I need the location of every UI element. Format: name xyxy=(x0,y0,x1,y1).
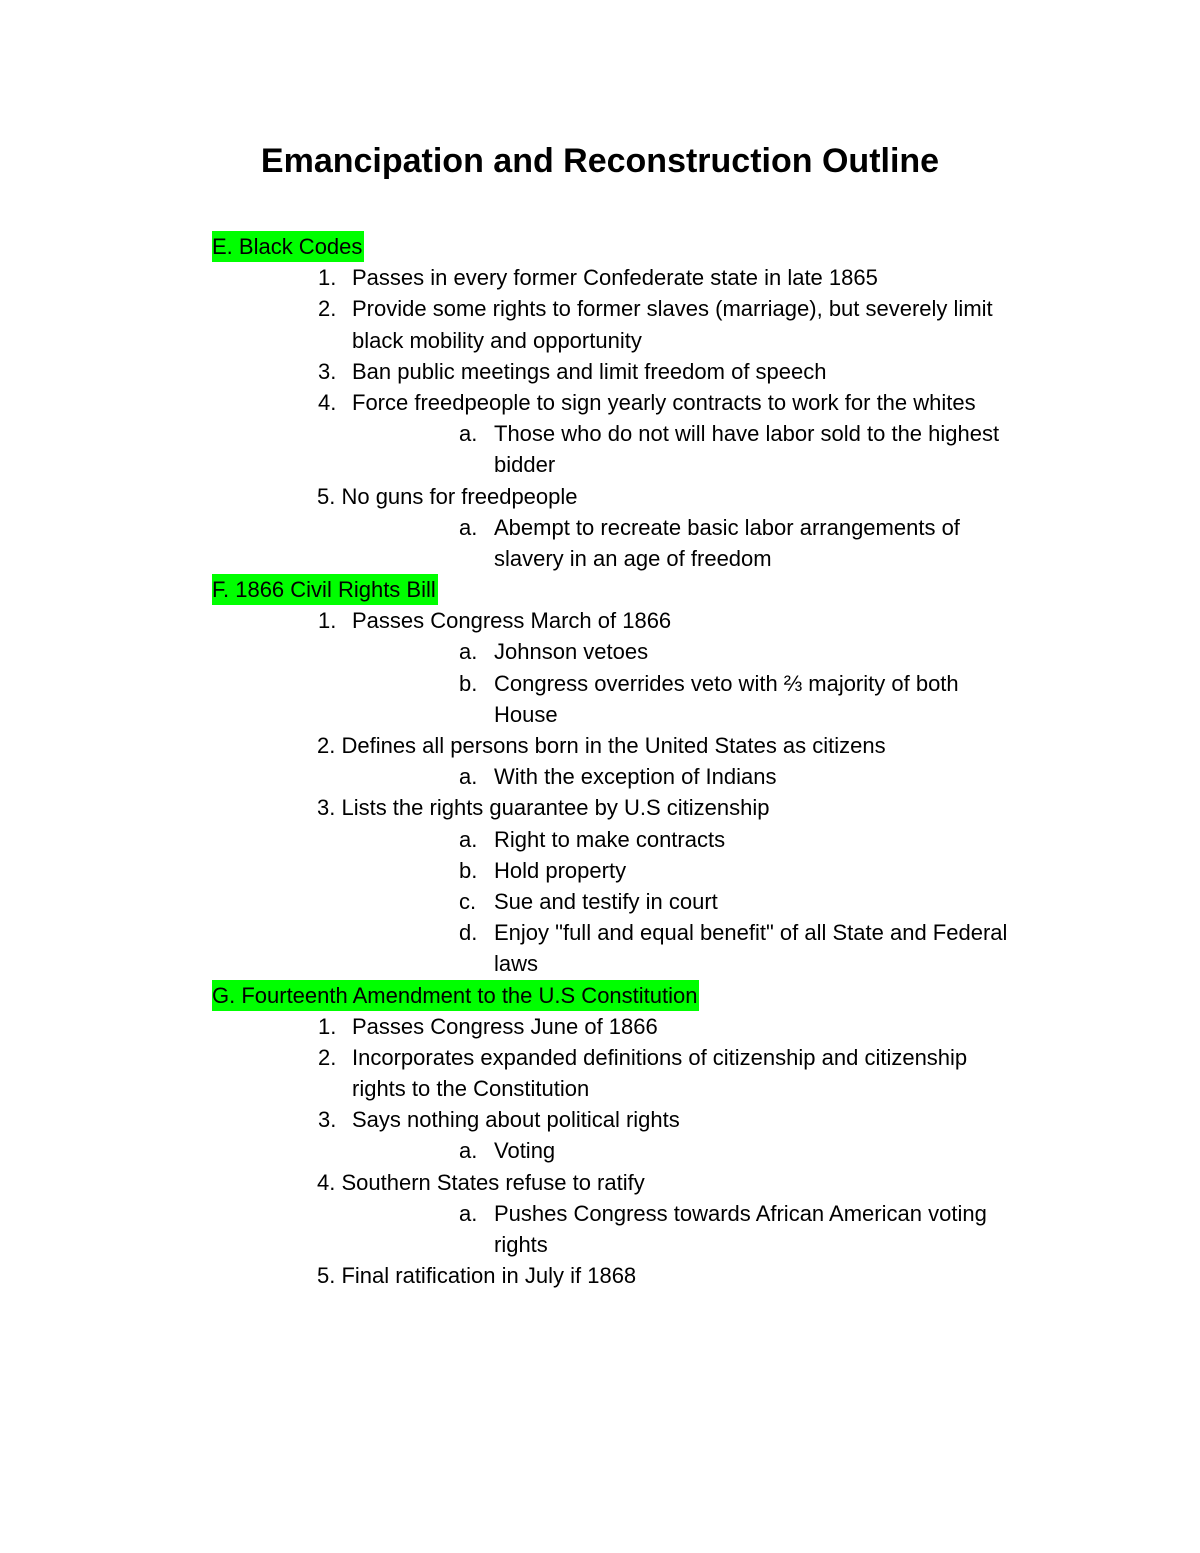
page-title: Emancipation and Reconstruction Outline xyxy=(260,142,940,180)
subitem-text: Enjoy "full and equal benefit" of all State and Federal xyxy=(494,920,1008,946)
item-number: 2. xyxy=(318,296,337,322)
subitem-text: slavery in an age of freedom xyxy=(494,545,772,571)
subitem-letter: d. xyxy=(459,920,478,946)
item-text: Says nothing about political rights xyxy=(352,1107,680,1133)
subitem-text: House xyxy=(494,701,558,727)
item-number: 1. xyxy=(318,265,337,291)
section-heading-text: F. 1866 Civil Rights Bill xyxy=(212,574,438,605)
numbered-item xyxy=(0,356,1200,387)
numbered-item xyxy=(0,293,1200,324)
item-text: 2. Defines all persons born in the United States as citizens xyxy=(317,733,886,758)
numbered-item xyxy=(0,605,1200,636)
numbered-item xyxy=(0,792,1200,823)
item-text: Passes in every former Confederate state in late 1865 xyxy=(352,265,878,291)
item-text: Ban public meetings and limit freedom of speech xyxy=(352,358,827,384)
item-text: Force freedpeople to sign yearly contracts to work for the whites xyxy=(352,389,976,415)
lettered-subitem xyxy=(0,512,1200,543)
subitem-text: Right to make contracts xyxy=(494,826,726,852)
subitem-text: Voting xyxy=(494,1138,556,1164)
subitem-letter: b. xyxy=(459,857,478,883)
section-heading-text: E. Black Codes xyxy=(212,231,364,262)
lettered-subitem xyxy=(0,761,1200,792)
subitem-letter: a. xyxy=(459,1200,478,1226)
numbered-item xyxy=(0,387,1200,418)
item-text: Passes Congress June of 1866 xyxy=(352,1013,658,1039)
item-text: 4. Southern States refuse to ratify xyxy=(317,1169,645,1195)
item-number: 4. xyxy=(318,389,337,415)
subitem-letter: a. xyxy=(459,421,478,447)
subitem-letter: b. xyxy=(459,670,478,696)
item-text: rights to the Constitution xyxy=(352,1076,590,1102)
numbered-item xyxy=(0,1260,1200,1291)
subitem-text: rights xyxy=(494,1232,548,1257)
subitem-text: Sue and testify in court xyxy=(494,888,718,914)
lettered-subitem xyxy=(0,1135,1200,1166)
item-number: 1. xyxy=(318,1013,337,1039)
subitem-text: bidder xyxy=(494,452,556,478)
subitem-letter: a. xyxy=(459,826,478,852)
item-text: 3. Lists the rights guarantee by U.S citizenship xyxy=(317,795,770,821)
numbered-item xyxy=(0,1042,1200,1073)
lettered-subitem xyxy=(0,668,1200,699)
section-heading xyxy=(0,574,1200,605)
subitem-letter: a. xyxy=(459,764,478,790)
item-number: 1. xyxy=(318,608,337,634)
numbered-item xyxy=(0,481,1200,512)
numbered-item xyxy=(0,1167,1200,1198)
subitem-text: With the exception of Indians xyxy=(494,764,777,790)
subitem-text: Congress overrides veto with ⅔ majority of both xyxy=(494,670,959,696)
outline-list xyxy=(0,231,1200,1291)
item-text: Passes Congress March of 1866 xyxy=(352,608,672,634)
section-heading-text: G. Fourteenth Amendment to the U.S Constitution xyxy=(212,980,699,1011)
numbered-item xyxy=(0,1104,1200,1135)
subitem-letter: a. xyxy=(459,639,478,665)
lettered-subitem-continuation xyxy=(0,543,1200,574)
subitem-letter: a. xyxy=(459,514,478,540)
subitem-text: laws xyxy=(494,951,539,977)
item-text: Incorporates expanded definitions of citizenship and citizenship xyxy=(352,1044,968,1070)
subitem-text: Johnson vetoes xyxy=(494,639,649,665)
item-text: Provide some rights to former slaves (marriage), but severely limit xyxy=(352,296,993,322)
lettered-subitem xyxy=(0,917,1200,948)
subitem-text: Those who do not will have labor sold to the highest xyxy=(494,421,1000,447)
section-heading xyxy=(0,231,1200,262)
item-number: 3. xyxy=(318,358,337,384)
lettered-subitem-continuation xyxy=(0,948,1200,979)
lettered-subitem xyxy=(0,1198,1200,1229)
item-number: 2. xyxy=(318,1044,337,1070)
subitem-letter: a. xyxy=(459,1138,478,1164)
numbered-item-continuation xyxy=(0,1073,1200,1104)
section-heading xyxy=(0,980,1200,1011)
lettered-subitem xyxy=(0,886,1200,917)
item-text: black mobility and opportunity xyxy=(352,327,642,353)
lettered-subitem-continuation xyxy=(0,1229,1200,1260)
subitem-text: Hold property xyxy=(494,857,627,883)
subitem-text: Pushes Congress towards African American voting xyxy=(494,1200,987,1226)
item-text: 5. Final ratification in July if 1868 xyxy=(317,1263,637,1289)
subitem-letter: c. xyxy=(459,888,477,914)
lettered-subitem-continuation xyxy=(0,449,1200,480)
item-number: 3. xyxy=(318,1107,337,1133)
lettered-subitem xyxy=(0,824,1200,855)
numbered-item-continuation xyxy=(0,325,1200,356)
lettered-subitem xyxy=(0,418,1200,449)
numbered-item xyxy=(0,730,1200,761)
item-text: 5. No guns for freedpeople xyxy=(317,483,578,509)
lettered-subitem-continuation xyxy=(0,699,1200,730)
lettered-subitem xyxy=(0,636,1200,667)
lettered-subitem xyxy=(0,855,1200,886)
numbered-item xyxy=(0,262,1200,293)
numbered-item xyxy=(0,1011,1200,1042)
subitem-text: Abempt to recreate basic labor arrangements of xyxy=(494,514,960,540)
